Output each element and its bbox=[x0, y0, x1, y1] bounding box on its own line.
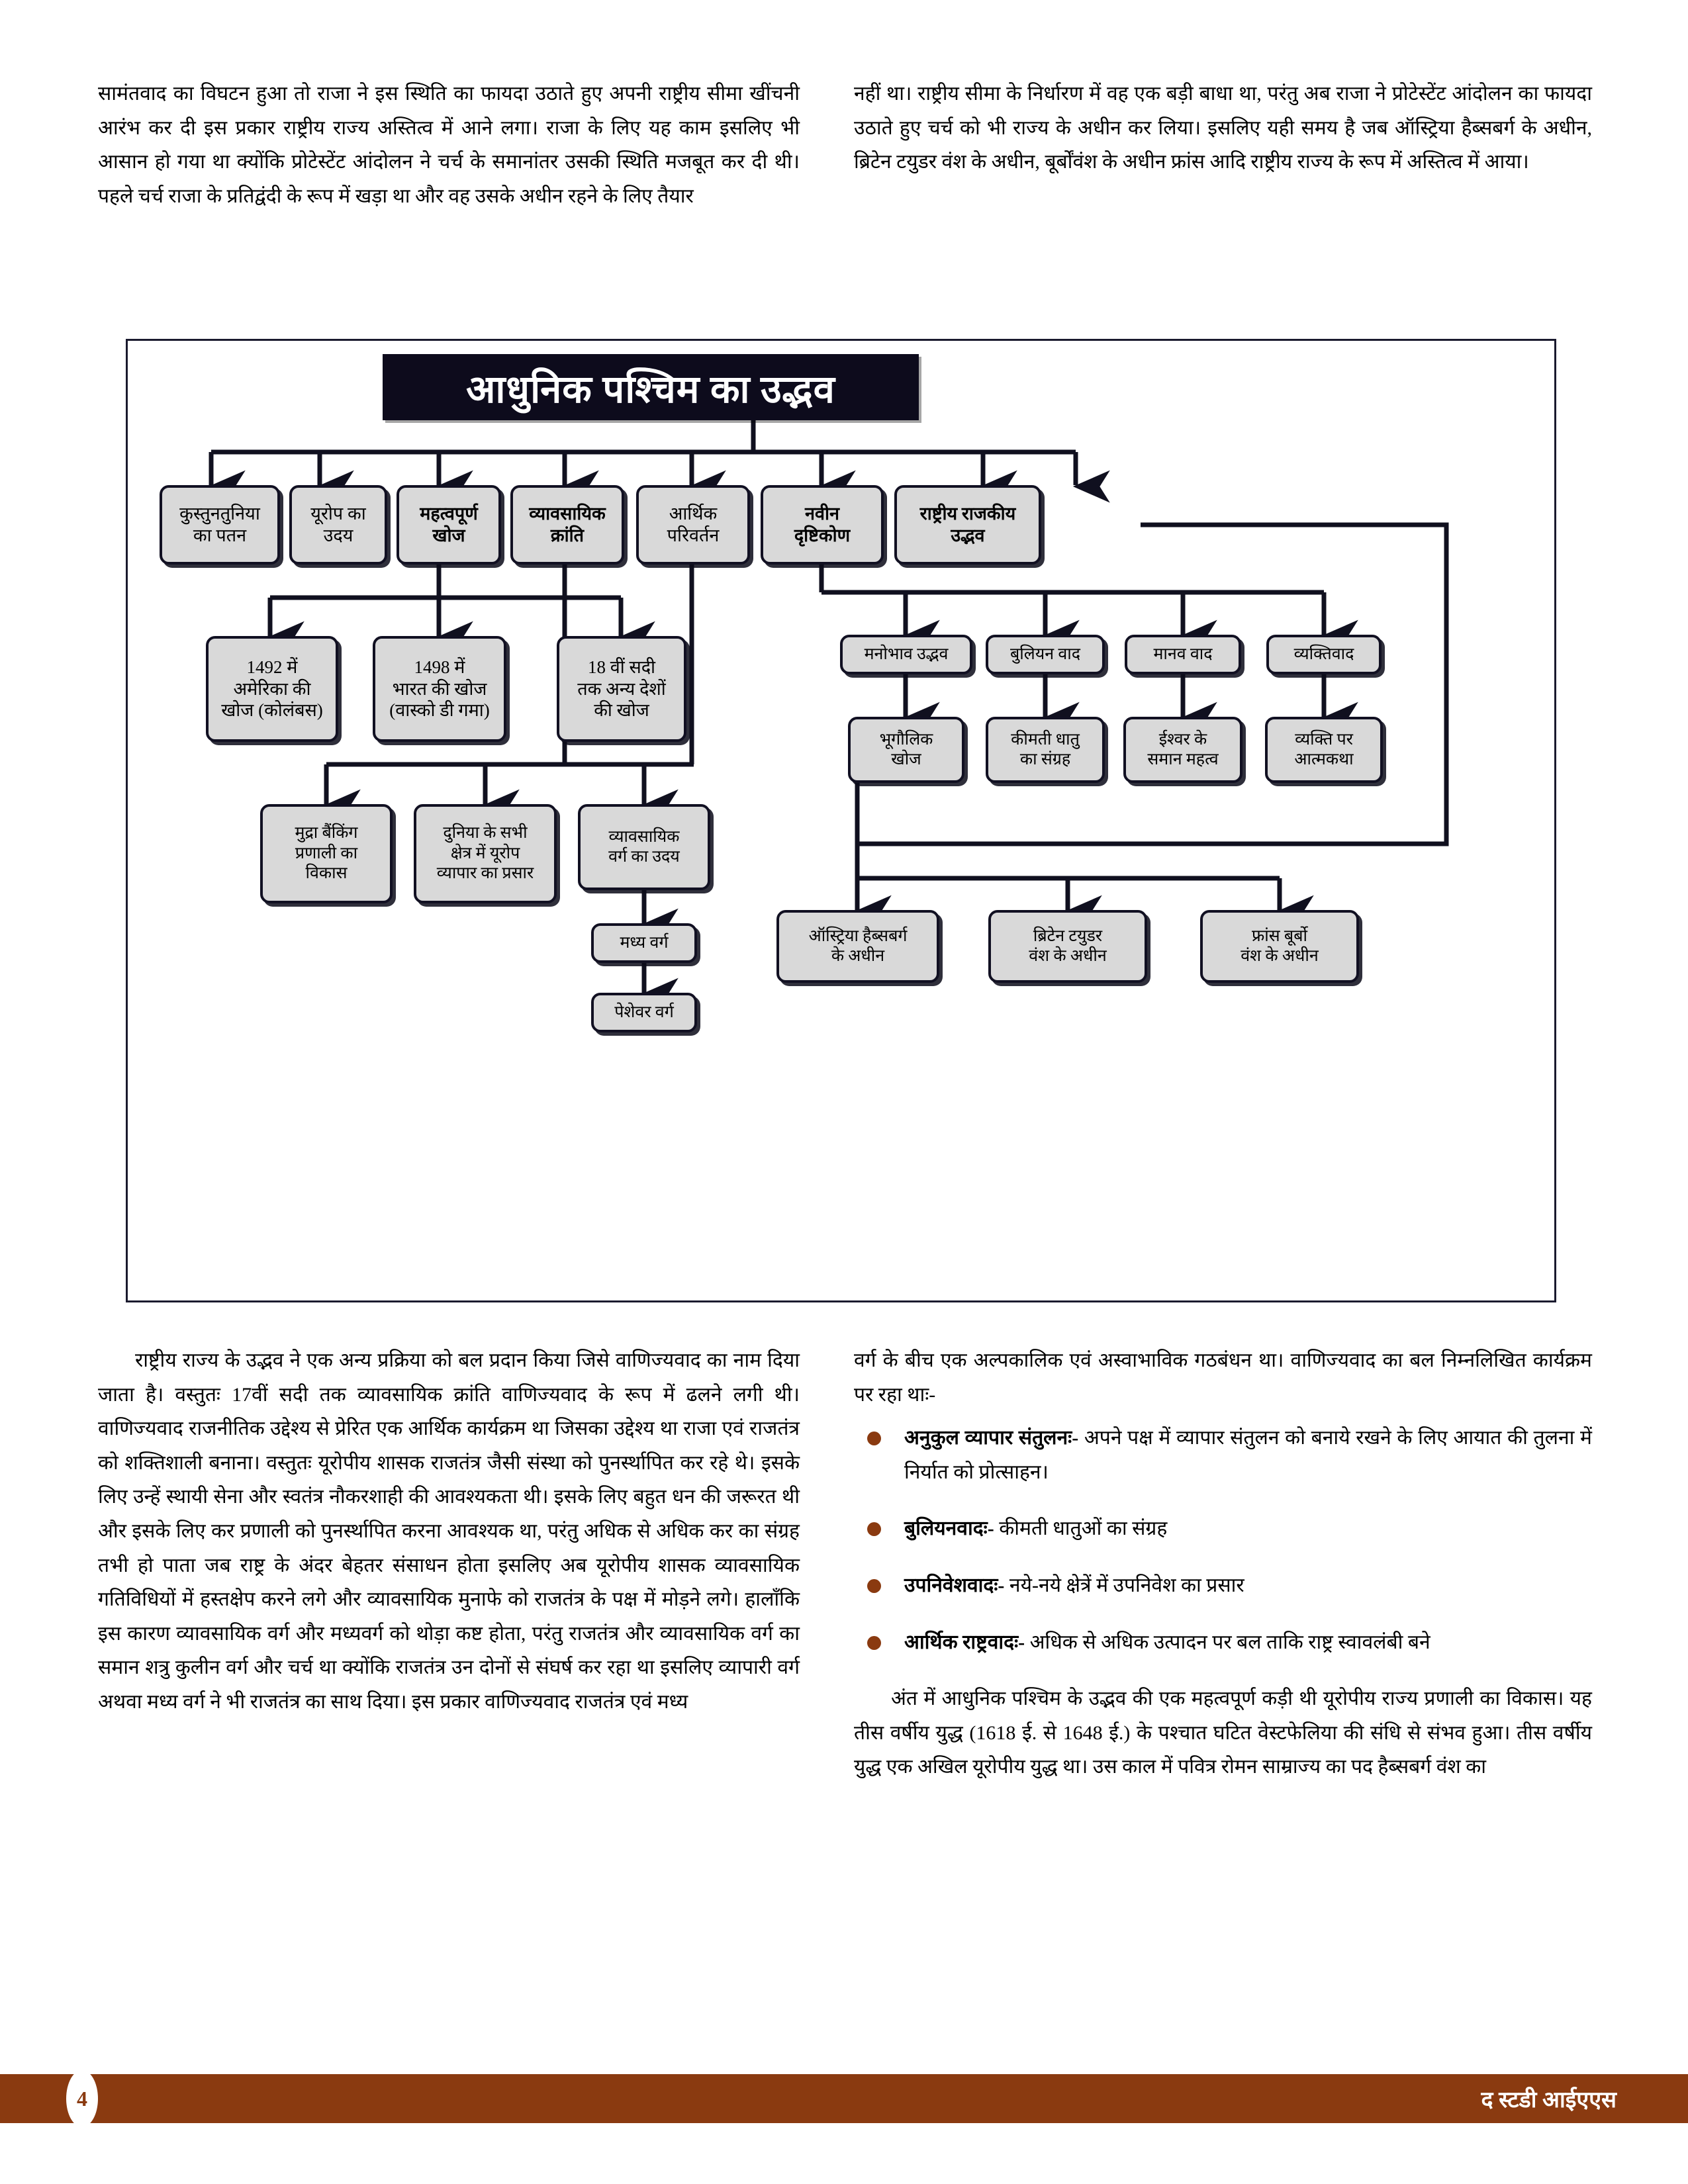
bullet-term: आर्थिक राष्ट्रवादः- bbox=[904, 1631, 1025, 1653]
node-sentiment-rise: मनोभाव उद्भव bbox=[840, 635, 972, 674]
mercantilism-bullet-list bbox=[854, 1421, 1592, 1659]
node-middle-class: मध्य वर्ग bbox=[591, 923, 697, 963]
bullet-item bbox=[854, 1625, 1592, 1660]
node-important-discoveries: महत्वपूर्ण खोज bbox=[397, 485, 501, 565]
bullet-term: बुलियनवादः- bbox=[904, 1518, 994, 1540]
bullet-item bbox=[854, 1569, 1592, 1603]
node-austria-habsburg: ऑस्ट्रिया हैब्सबर्ग के अधीन bbox=[776, 910, 939, 983]
flowchart-frame bbox=[126, 339, 1556, 1302]
node-humanism: मानव वाद bbox=[1125, 635, 1241, 674]
node-autobiography-on-individual: व्यक्ति पर आत्मकथा bbox=[1265, 717, 1383, 783]
node-britain-tudor: ब्रिटेन टयुडर वंश के अधीन bbox=[988, 910, 1147, 983]
bullet-dot-icon bbox=[867, 1579, 881, 1593]
footer-brand: द स्टडी आईएएस bbox=[1481, 2088, 1617, 2113]
node-global-trade-expansion: दुनिया के सभी क्षेत्र में यूरोप व्यापार का प्रसार bbox=[414, 804, 557, 903]
node-professional-class: पेशेवर वर्ग bbox=[591, 993, 697, 1032]
node-new-viewpoint: नवीन दृष्टिकोण bbox=[761, 485, 884, 565]
bullet-dot-icon bbox=[867, 1432, 881, 1445]
paragraph-top-left: सामंतवाद का विघटन हुआ तो राजा ने इस स्थिति का फायदा उठाते हुए अपनी राष्ट्रीय सीमा खींचनी आरंभ कर दी इस प्रकार राष्ट्रीय राज्य अस्तित्व में आने लगा। राजा के लिए यह काम इसलिए भी आसान हो गया था क्योंकि प्रोटेस्टेंट आंदोलन ने चर्च के समानांतर उसकी स्थिति मजबूत कर दी थी। पहले चर्च राजा के प्रतिद्वंदी के रूप में खड़ा था और वह उसके अधीन रहने के लिए तैयार bbox=[98, 83, 800, 207]
node-geographic-discovery: भूगौलिक खोज bbox=[848, 717, 964, 783]
node-rise-of-business-class: व्यावसायिक वर्ग का उदय bbox=[578, 804, 710, 890]
bullet-description: कीमती धातुओं का संग्रह bbox=[994, 1518, 1168, 1540]
paragraph-bottom-right-2: अंत में आधुनिक पश्चिम के उद्भव की एक महत्वपूर्ण कड़ी थी यूरोपीय राज्य प्रणाली का विकास। यह तीस वर्षीय युद्ध (1618 ई. से 1648 ई.) के पश्चात घटित वेस्टफेलिया की संधि से संभव हुआ। तीस वर्षीय युद्ध एक अखिल यूरोपीय युद्ध था। उस काल में पवित्र रोमन साम्राज्य का पद हैब्सबर्ग वंश का bbox=[854, 1688, 1592, 1778]
bullet-description: अपने पक्ष में व्यापार संतुलन को बनाये रखने के लिए आयात की तुलना में निर्यात को प्रोत्साहन। bbox=[904, 1427, 1592, 1483]
bullet-term: अनुकुल व्यापार संतुलनः- bbox=[904, 1427, 1079, 1449]
flowchart-title: आधुनिक पश्चिम का उद्भव bbox=[383, 354, 919, 420]
bullet-dot-icon bbox=[867, 1522, 881, 1536]
bullet-item bbox=[854, 1512, 1592, 1546]
node-discovery-america: 1492 में अमेरिका की खोज (कोलंबस) bbox=[206, 636, 338, 742]
node-economic-change: आर्थिक परिवर्तन bbox=[636, 485, 750, 565]
paragraph-bottom-left: राष्ट्रीय राज्य के उद्भव ने एक अन्य प्रक्रिया को बल प्रदान किया जिसे वाणिज्यवाद का नाम दिया जाता है। वस्तुतः 17वीं सदी तक व्यावसायिक क्रांति वाणिज्यवाद के रूप में ढलने लगी थी। वाणिज्यवाद राजनीतिक उद्देश्य से प्रेरित एक आर्थिक कार्यक्रम था जिसका उद्देश्य था राजा एवं राजतंत्र को शक्तिशाली बनाना। वस्तुतः यूरोपीय शासक राजतंत्र जैसी संस्था को पुनर्स्थापित कर रहे थे। इसके लिए उन्हें स्थायी सेना और स्वतंत्र नौकरशाही की आवश्यकता थी। इसके लिए बहुत धन की जरूरत थी और इसके लिए कर प्रणाली को पुनर्स्थापित करना आवश्यक था, परंतु अधिक से अधिक कर का संग्रह तभी हो पाता जब राष्ट्र के अंदर बेहतर संसाधन होता इसलिए अब यूरोपीय शासक व्यावसायिक गतिविधियों में हस्तक्षेप करने लगे और व्यावसायिक मुनाफे को राजतंत्र के पक्ष में मोड़ने लगे। हालाँकि इस कारण व्यावसायिक वर्ग और मध्यवर्ग को थोड़ा कष्ट होता, परंतु राजतंत्र और व्यावसायिक वर्ग का समान शत्रु कुलीन वर्ग और चर्च था क्योंकि राजतंत्र उन दोनों से संघर्ष कर रहा था इसलिए व्यापारी वर्ग अथवा मध्य वर्ग ने भी राजतंत्र का साथ दिया। इस प्रकार वाणिज्यवाद राजतंत्र एवं मध्य bbox=[98, 1349, 800, 1713]
bullet-description: नये-नये क्षेत्रें में उपनिवेश का प्रसार bbox=[1004, 1574, 1244, 1596]
top-right-column bbox=[854, 77, 1592, 183]
node-france-bourbon: फ्रांस बूर्बो वंश के अधीन bbox=[1200, 910, 1359, 983]
node-equal-to-god: ईश्वर के समान महत्व bbox=[1123, 717, 1243, 783]
bullet-description: अधिक से अधिक उत्पादन पर बल ताकि राष्ट्र स्वावलंबी बने bbox=[1025, 1631, 1430, 1653]
flowchart-canvas bbox=[128, 341, 1554, 1300]
node-discovery-other-countries: 18 वीं सदी तक अन्य देशों की खोज bbox=[557, 636, 686, 742]
page-number-badge: 4 bbox=[66, 2070, 98, 2127]
node-fall-of-constantinople: कुस्तुनतुनिया का पतन bbox=[160, 485, 280, 565]
node-national-state-rise: राष्ट्रीय राजकीय उद्भव bbox=[894, 485, 1041, 565]
node-precious-metal-collection: कीमती धातु का संग्रह bbox=[986, 717, 1105, 783]
node-currency-banking-system: मुद्रा बैंकिंग प्रणाली का विकास bbox=[260, 804, 393, 903]
paragraph-bottom-right-1: वर्ग के बीच एक अल्पकालिक एवं अस्वाभाविक गठबंधन था। वाणिज्यवाद का बल निम्नलिखित कार्यक्रम पर रहा थाः- bbox=[854, 1349, 1592, 1406]
node-discovery-india: 1498 में भारत की खोज (वास्को डी गमा) bbox=[373, 636, 506, 742]
bottom-right-column bbox=[854, 1343, 1592, 1788]
paragraph-top-right: नहीं था। राष्ट्रीय सीमा के निर्धारण में वह एक बड़ी बाधा था, परंतु अब राजा ने प्रोटेस्टेंट आंदोलन का फायदा उठाते हुए चर्च को भी राज्य के अधीन कर लिया। इसलिए यही समय है जब ऑस्ट्रिया हैब्सबर्ग के अधीन, ब्रिटेन टयुडर वंश के अधीन, बूर्बोंवंश के अधीन फ्रांस आदि राष्ट्रीय राज्य के रूप में अस्तित्व में आया। bbox=[854, 83, 1592, 173]
bullet-item bbox=[854, 1421, 1592, 1489]
top-left-column bbox=[98, 77, 800, 217]
node-rise-of-europe: यूरोप का उदय bbox=[289, 485, 387, 565]
bullet-term: उपनिवेशवादः- bbox=[904, 1574, 1005, 1596]
bottom-left-column bbox=[98, 1343, 800, 1723]
bullet-dot-icon bbox=[867, 1636, 881, 1650]
node-commercial-revolution: व्यावसायिक क्रांति bbox=[510, 485, 624, 565]
footer-bar bbox=[0, 2074, 1688, 2123]
node-bullionism: बुलियन वाद bbox=[986, 635, 1105, 674]
node-individualism: व्यक्तिवाद bbox=[1266, 635, 1382, 674]
